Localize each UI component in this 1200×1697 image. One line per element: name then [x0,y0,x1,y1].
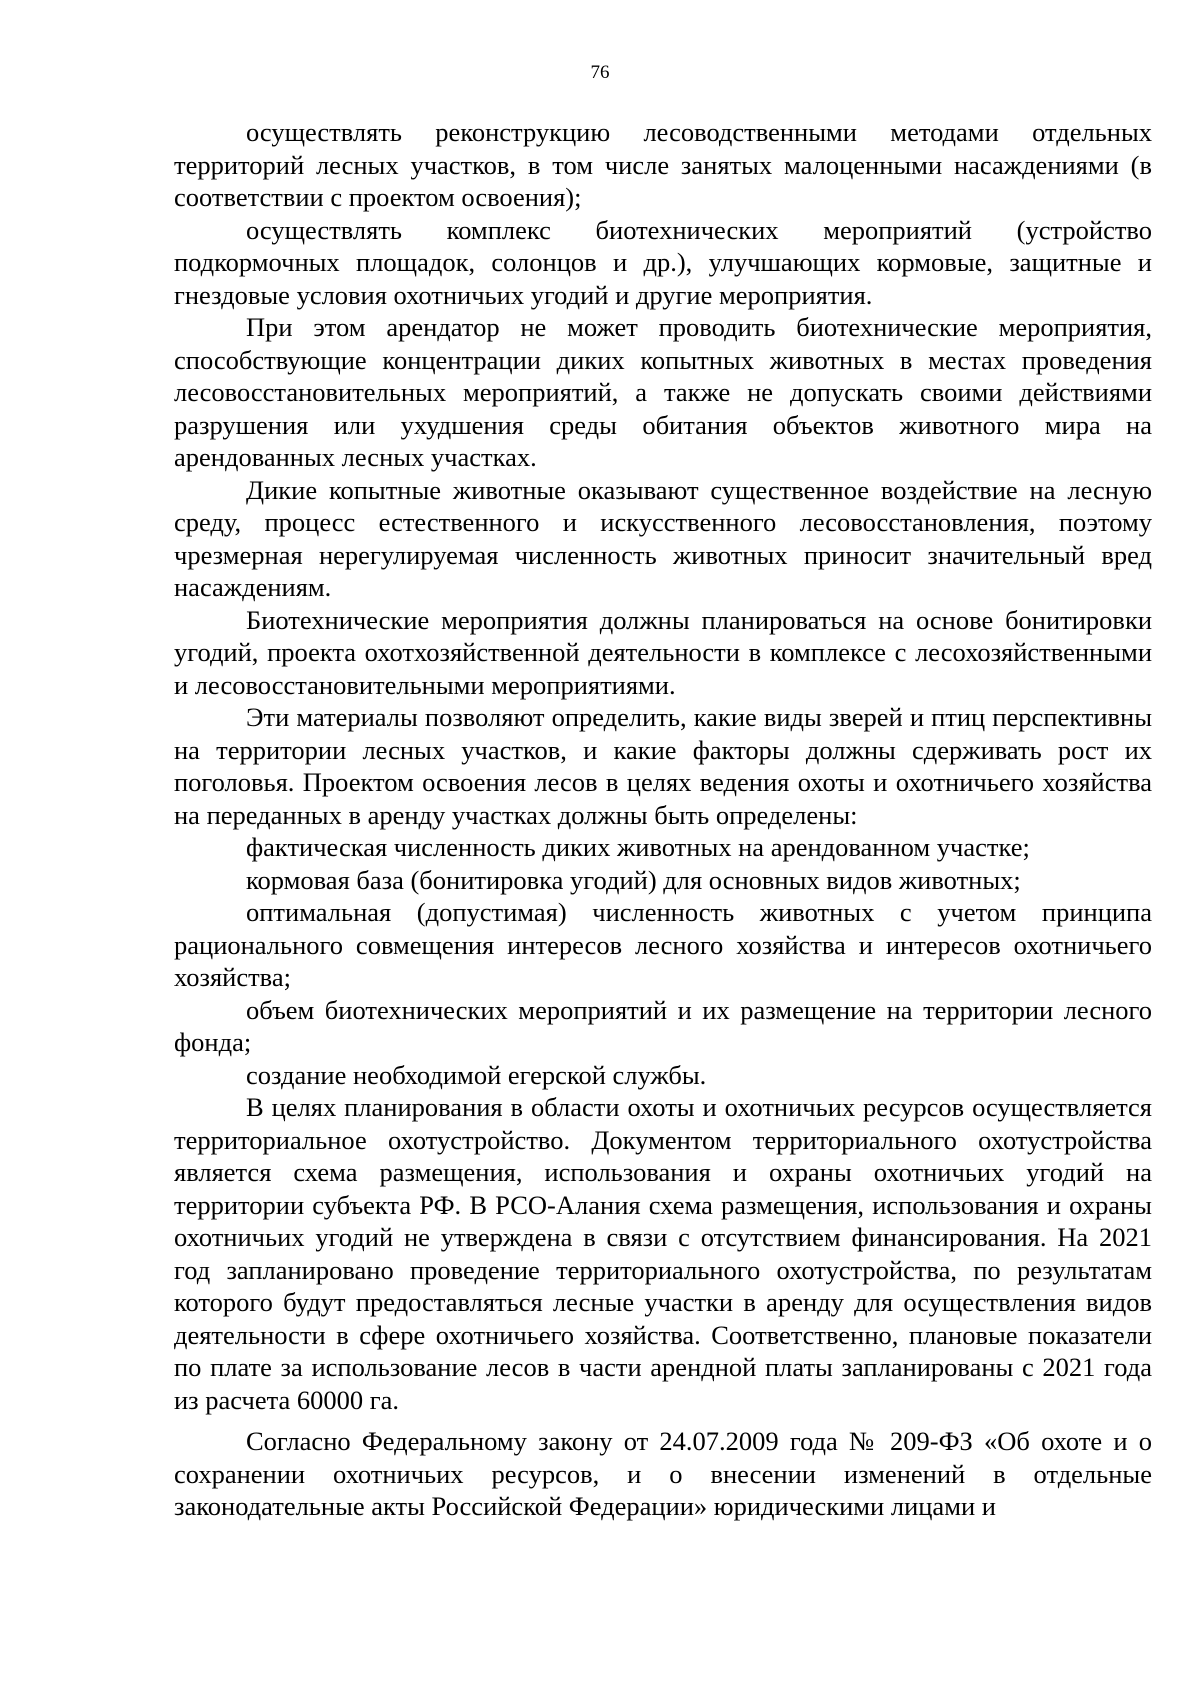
list-item-actual-population: фактическая численность диких животных на арендованном участке; [246,832,1030,862]
paragraph-biotechnical-complex: осуществлять комплекс биотехнических мероприятий (устройство подкормочных площадок, солонцов и др.), улучшающих кормовые, защитные и гнездовые условия охотничьих угодий и другие мероприятия. [174,214,1152,310]
page-number: 76 [590,62,610,83]
paragraph-materials-determine: Эти материалы позволяют определить, какие виды зверей и птиц перспективны на территории лесных участков, и какие факторы должны сдерживать рост их поголовья. Проектом освоения лесов в целях ведения охоты и охотничьего хозяйства на переданных в аренду участках должны быть определены: [174,702,1152,830]
list-item-biotechnical-volume: объем биотехнических мероприятий и их размещение на территории лесного фонда; [174,994,1152,1057]
paragraph-federal-law: Согласно Федеральному закону от 24.07.2009 года № 209-ФЗ «Об охоте и о сохранении охотничьих ресурсов, и о внесении изменений в отдельные законодательные акты Российской Федерации» юридическими лицами и [174,1426,1152,1521]
list-item-optimal-population: оптимальная (допустимая) численность животных с учетом принципа рационального совмещения интересов лесного хозяйства и интересов охотничьего хозяйства; [174,897,1152,992]
list-item-ranger-service: создание необходимой егерской службы. [246,1059,707,1090]
paragraph-reconstruction: осуществлять реконструкцию лесоводственными методами отдельных территорий лесных участков, в том числе занятых малоценными насаждениями (в соответствии с проектом освоения); [174,117,1152,212]
list-item-forage-base: кормовая база (бонитировка угодий) для основных видов животных; [246,864,1021,895]
paragraph-territorial-hunting-planning: В целях планирования в области охоты и охотничьих ресурсов осуществляется территориальное охотустройство. Документом территориального охотустройства является схема размещения, использования и охраны охотничьих угодий на территории субъекта РФ. В РСО-Алания схема размещения, использования и охраны охотничьих угодий не утверждена в связи с отсутствием финансирования. На 2021 год запланировано проведение территориального охотустройства, по результатам которого будут предоставляться лесные участки в аренду для осуществления видов деятельности в сфере охотничьего хозяйства. Соответственно, плановые показатели по плате за использование лесов в части арендной платы запланированы с 2021 года из расчета 60000 га. [174,1092,1152,1415]
paragraph-ungulate-impact: Дикие копытные животные оказывают существенное воздействие на лесную среду, процесс естественного и искусственного лесовосстановления, поэтому чрезмерная нерегулируемая численность животных приносит значительный вред насаждениям. [174,474,1152,602]
paragraph-tenant-restrictions: При этом арендатор не может проводить биотехнические мероприятия, способствующие концентрации диких копытных животных в местах проведения лесовосстановительных мероприятий, а также не допускать своими действиями разрушения или ухудшения среды обитания объектов животного мира на арендованных лесных участках. [174,312,1152,472]
body-text [174,116,1152,1523]
paragraph-planning-basis: Биотехнические мероприятия должны планироваться на основе бонитировки угодий, проекта охотхозяйственной деятельности в комплексе с лесохозяйственными и лесовосстановительными мероприятиями. [174,604,1152,700]
